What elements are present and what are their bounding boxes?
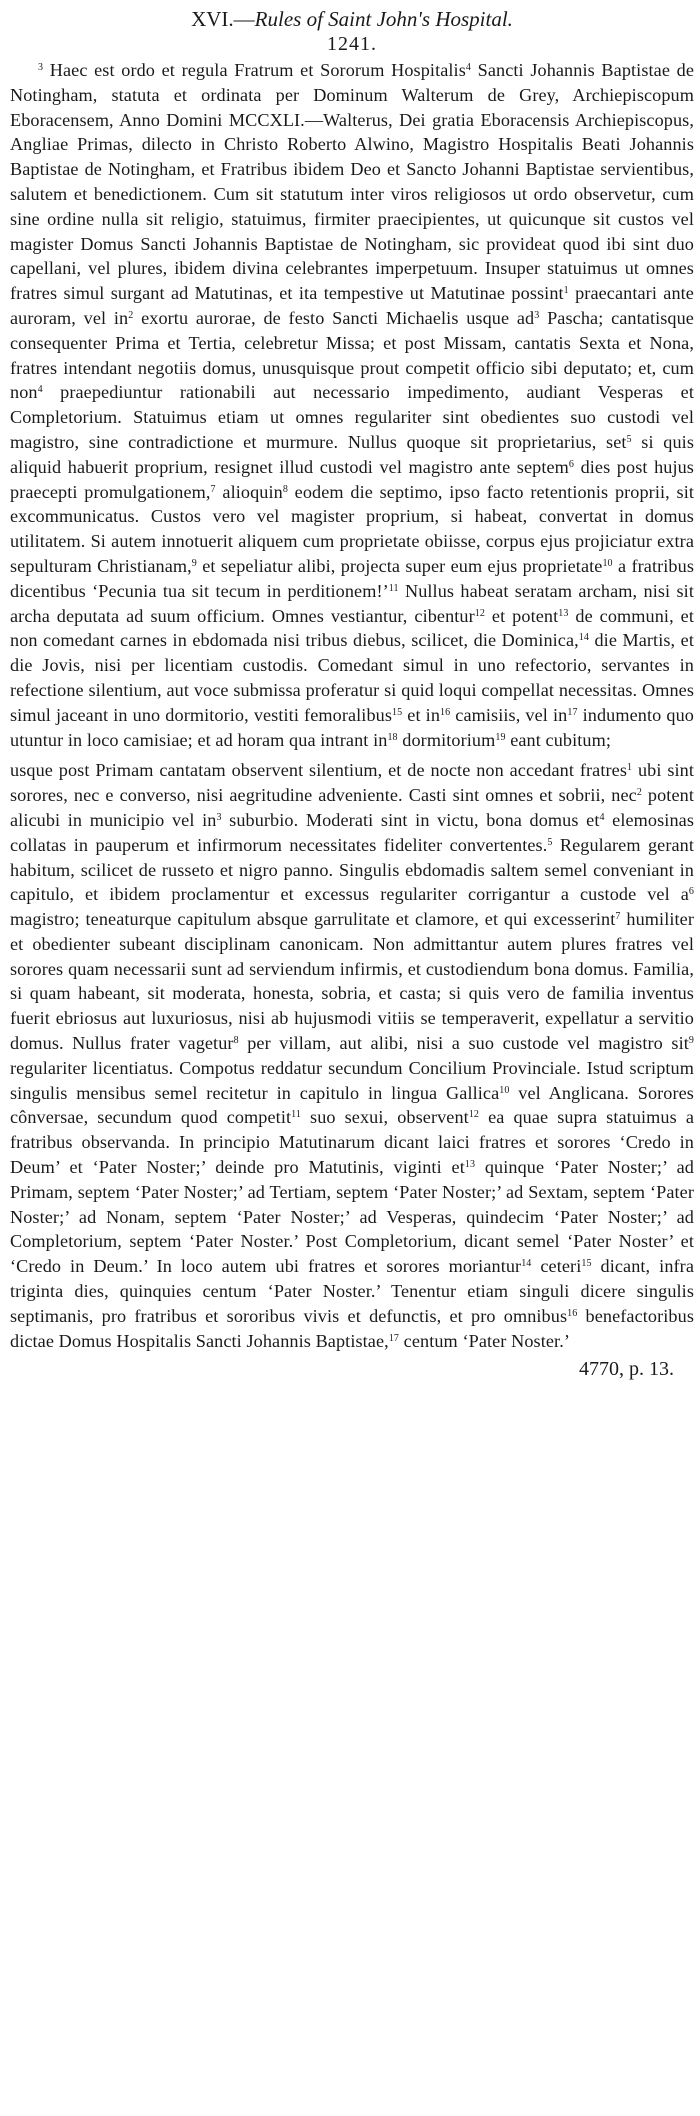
footnote-marker: 9 (688, 1035, 694, 1047)
text-run: et potent (484, 605, 559, 626)
text-run: ubi sint sorores, nec e converso, nisi aegritudine adveniente. Casti sint omnes et sobrii, nec (10, 760, 694, 806)
text-run: elemosinas collatas in pauperum et infirmorum necessitates fideliter convertentes. (10, 809, 694, 855)
footnote-marker: 8 (233, 1035, 239, 1047)
footnote-marker: 3 (38, 62, 44, 73)
footnote-marker: 15 (581, 1258, 592, 1270)
text-run: praecantari ante auroram, vel in (10, 283, 694, 328)
text-run: benefactoribus dictae Domus Hospitalis Sancti Johannis Baptistae, (10, 1305, 694, 1351)
footnote-marker: 4 (37, 384, 43, 396)
text-run: exortu aurorae, de festo Sancti Michaelis usque ad (133, 307, 535, 328)
text-run: eodem die septimo, ipso facto retentionis proprii, sit excommunicatus. Custos vero vel magister proprium, si habeat, convertat in domus utilitatem. Si autem innotuerit aliquem cum proprietate obiisse, corpus ejus projiciatur extra sepulturam Christianam, (10, 481, 695, 576)
footnote-marker: 4 (465, 62, 471, 73)
document-year: 1241. (327, 33, 377, 55)
footnote-marker: 19 (495, 731, 506, 743)
footnote-marker: 3 (534, 309, 540, 321)
footnote-marker: 7 (210, 483, 216, 495)
text-run: die Martis, et die Jovis, nisi per licentiam custodis. Comedant simul in uno refectorio, servantes in refectione silentium, aut voce submissa proferatur si quid loqui compellat necessitas. Omnes simul jaceant in uno dormitorio, vestiti femoralibus (10, 630, 694, 725)
text-run: ea quae supra statuimus a fratribus observanda. In principio Matutinarum dicant laici fratres et sorores ‘Credo in Deum’ et ‘Pater Noster;’ deinde pro Matutinis, viginti et (10, 1107, 694, 1178)
footnote-marker: 15 (392, 706, 403, 718)
text-run: per villam, aut alibi, nisi a suo custode vel magistro sit (238, 1033, 689, 1054)
source-reference: 4770, p. 13. (579, 1358, 674, 1381)
footnote-marker: 13 (558, 607, 569, 619)
text-run: si quis aliquid habuerit proprium, resignet illud custodi vel magistro ante septem (10, 431, 694, 477)
text-run: magistro; teneaturque capitulum absque garrulitate et clamore, et qui excesserint (10, 909, 616, 930)
footnote-marker: 7 (615, 911, 621, 923)
text-run: vel Anglicana. Sorores cônversae, secundum quod competit (10, 1082, 694, 1128)
footnote-marker: 2 (128, 309, 134, 321)
text-run: regulariter licentiatus. Compotus reddatur secundum Concilium Provinciale. Istud scriptum singulis mensibus semel recitetur in capitulo in lingua Gallica (10, 1057, 694, 1103)
text-run: dormitorium (397, 729, 496, 750)
text-run: camisiis, vel in (450, 704, 568, 725)
text-run: et sepeliatur alibi, projecta super eum ejus proprietate (196, 555, 603, 576)
text-run: dies post hujus praecepti promulgationem, (10, 456, 694, 502)
footnote-marker: 4 (599, 811, 605, 823)
text-run: praepediuntur rationabili aut necessario impedimento, audiant Vesperas et Completorium. Statuimus etiam ut omnes regulariter sint obedientes suo custodi vel magistro, sine contradictione et murmure. Nullus quoque sit proprietarius, set (10, 382, 694, 452)
text-run: dicant, infra triginta dies, quinquies centum ‘Pater Noster.’ Tenentur etiam singuli dicere singulis septimanis, pro fratribus et sororibus vivis et defunctis, et pro omnibus (10, 1256, 694, 1326)
footnote-marker: 13 (464, 1159, 476, 1171)
footnote-marker: 11 (291, 1109, 301, 1121)
footnote-marker: 1 (627, 762, 633, 774)
text-run: ceteri (531, 1256, 582, 1277)
footnote-marker: 5 (547, 836, 553, 848)
chapter-title: Rules of Saint John's Hospital. (254, 7, 513, 31)
footnote-marker: 14 (521, 1258, 532, 1270)
footnote-marker: 12 (468, 1109, 480, 1121)
footnote-marker: 16 (440, 706, 451, 718)
text-run: humiliter et obedienter subeant disciplinam canonicam. Non admittantur autem plures fratres vel sorores quam necessarii sunt ad serviendum infirmis, et custodiendum bona domus. Familia, si quam habeant, sit moderata, honesta, sobria, et casta; si quis vero de familia inventus fuerit ebriosus aut luxuriosus, nisi ab hujusmodi vitiis se temperaverit, expellatur a servitio domus. Nullus frater vagetur (10, 909, 694, 1054)
footnote-marker: 1 (563, 285, 569, 297)
footnote-marker: 10 (499, 1084, 510, 1096)
paragraph-2 (10, 758, 694, 1353)
document-body (10, 58, 694, 1353)
text-run: alioquin (215, 481, 283, 502)
text-run: suo sexui, observent (300, 1107, 469, 1128)
footnote-marker: 12 (474, 607, 485, 619)
text-run: suburbio. Moderati sint in victu, bona domus et (221, 809, 600, 830)
footnote-marker: 16 (567, 1307, 578, 1319)
text-run: et in (402, 704, 441, 725)
footnote-marker: 10 (602, 557, 613, 569)
paragraph-1 (10, 58, 694, 752)
text-run: Nullus habeat seratam archam, nisi sit archa deputata ad suum officium. Omnes vestiantur, cibentur (10, 580, 694, 626)
text-run: eant cubitum; (505, 729, 611, 750)
text-run: usque post Primam cantatam observent silentium, et de nocte non accedant fratres (10, 760, 627, 781)
footnote-marker: 8 (282, 483, 288, 495)
text-run: Haec est ordo et regula Fratrum et Sororum Hospitalis (43, 60, 466, 80)
footnote-marker: 18 (387, 731, 398, 743)
footnote-marker: 14 (578, 632, 589, 644)
footnote-marker: 2 (636, 787, 642, 799)
text-run: potent alicubi in municipio vel in (10, 785, 694, 830)
text-run: de communi, et non comedant carnes in ebdomada nisi tribus diebus, scilicet, die Dominica, (10, 605, 694, 651)
footnote-marker: 17 (567, 706, 578, 718)
chapter-number: XVI.— (191, 7, 255, 31)
footnote-marker: 11 (388, 582, 399, 594)
footnote-marker: 5 (626, 433, 632, 445)
footnote-marker: 6 (688, 886, 694, 898)
text-run: Pascha; cantatisque consequenter Prima et Tertia, celebretur Missa; et post Missam, cantatis Sexta et Nona, fratres intendant negotiis domus, unusquisque prout competit officio sibi deputato; et, cum non (10, 307, 694, 403)
footnote-marker: 17 (388, 1332, 400, 1344)
footnote-marker: 9 (191, 557, 197, 569)
text-run: indumento quo utuntur in loco camisiae; et ad horam qua intrant in (10, 704, 694, 750)
text-run: a fratribus dicentibus ‘Pecunia tua sit tecum in perditionem!’ (10, 555, 694, 601)
text-run: centum ‘Pater Noster.’ (399, 1330, 571, 1351)
text-run: Sancti Johannis Baptistae de Notingham, statuta et ordinata per Dominum Walterum de Grey, Archiepiscopum Eboracensem, Anno Domini MCCXLI.—Walterus, Dei gratia Eboracensis Archiepiscopus, Angliae Primas, dilecto in Christo Roberto Alwino, Magistro Hospitalis Beati Johannis Baptistae de Notingham, et Fratribus ibidem Deo et Sancto Johanni Baptistae servientibus, salutem et benedictionem. Cum sit statutum inter viros religiosos ut ordo observetur, cum sine ordine nulla sit religio, statuimus, firmiter praecipientes, ut quicunque sit custos vel magister Domus Sancti Johannis Baptistae de Notingham, sic provideat quod ibi sint duo capellani, vel plures, ibidem divina celebrantes imperpetuum. Insuper statuimus ut omnes fratres simul surgant ad Matutinas, et ita tempestive ut Matutinae possint (10, 60, 694, 304)
page-header (10, 6, 694, 32)
text-run: Regularem gerant habitum, scilicet de russeto et nigro panno. Singulis ebdomadis saltem semel conveniant in capitulo, et ibidem proclamentur et excessus regulariter corrigantur a custode vel a (10, 834, 694, 905)
text-run: quinque ‘Pater Noster;’ ad Primam, septem ‘Pater Noster;’ ad Tertiam, septem ‘Pater Noster;’ ad Sextam, septem ‘Pater Noster;’ ad Nonam, septem ‘Pater Noster;’ ad Vesperas, quindecim ‘Pater Noster;’ ad Completorium, septem ‘Pater Noster.’ Post Completorium, dicant semel ‘Pater Noster’ et ‘Credo in Deum.’ In loco autem ubi fratres et sorores moriantur (10, 1157, 694, 1277)
footnote-marker: 6 (568, 458, 575, 470)
footnote-marker: 3 (216, 811, 222, 823)
